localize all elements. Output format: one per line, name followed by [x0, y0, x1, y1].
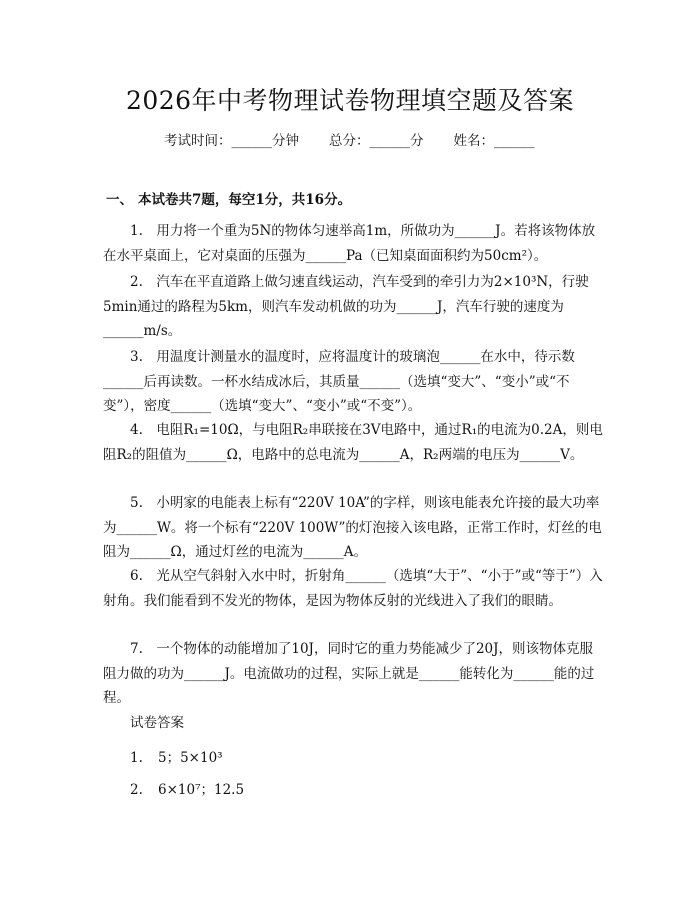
page-title: 2026年中考物理试卷物理填空题及答案 [125, 86, 575, 115]
answer-index: 2. [130, 782, 143, 798]
section-number: 一、 [106, 192, 133, 208]
answer-2 [130, 780, 244, 800]
question-5: 5. 小明家的电能表上标有“220V 10A”的字样，则该电能表允许接的最大功率为______W。将一个标有“220V 100W”的灯泡接入该电路，正常工作时，灯丝的电阻为______Ω，通过灯丝的电流为______A。 [103, 495, 602, 560]
question-6: 6. 光从空气斜射入水中时，折射角______（选填“大于”、“小于”或“等于”）入射角。我们能看到不发光的物体，是因为物体反射的光线进入了我们的眼睛。 [103, 568, 603, 609]
total-score-field: 总分：______分 [329, 133, 424, 149]
question-3: 3. 用温度计测量水的温度时，应将温度计的玻璃泡______在水中，待示数______后再读数。一杯水结成冰后，其质量______（选填“变大”、“变小”或“不变”），密度______（选填“变大”、“变小”或“不变”）。 [103, 349, 575, 414]
exam-time-field: 考试时间：______分钟 [164, 133, 299, 149]
exam-meta [164, 131, 535, 151]
answers-heading: 试卷答案 [130, 715, 184, 731]
question-7: 7. 一个物体的动能增加了10J，同时它的重力势能减少了20J，则该物体克服阻力做的功为______J。电流做功的过程，实际上就是______能转化为______能的过程。 [103, 641, 595, 706]
question-2: 2. 汽车在平直道路上做匀速直线运动，汽车受到的牵引力为2×10³N，行驶5min通过的路程为5km，则汽车发动机做的功为______J，汽车行驶的速度为______m/s。 [103, 274, 589, 339]
section-instructions: 本试卷共7题，每空1分，共16分。 [138, 192, 352, 208]
answer-index: 1. [130, 750, 143, 766]
answer-1 [130, 748, 223, 768]
section-heading [106, 190, 351, 210]
question-1: 1. 用力将一个重为5N的物体匀速举高1m，所做功为______J。若将该物体放在水平桌面上，它对桌面的压强为______Pa（已知桌面面积约为50cm²）。 [103, 223, 596, 264]
name-field: 姓名：______ [453, 133, 535, 149]
question-4: 4. 电阻R₁=10Ω，与电阻R₂串联接在3V电路中，通过R₁的电流为0.2A，则电阻R₂的阻值为______Ω，电路中的总电流为______A，R₂两端的电压为______V。 [103, 422, 603, 463]
answer-text: 6×10⁷；12.5 [158, 782, 245, 798]
answer-text: 5；5×10³ [158, 750, 223, 766]
